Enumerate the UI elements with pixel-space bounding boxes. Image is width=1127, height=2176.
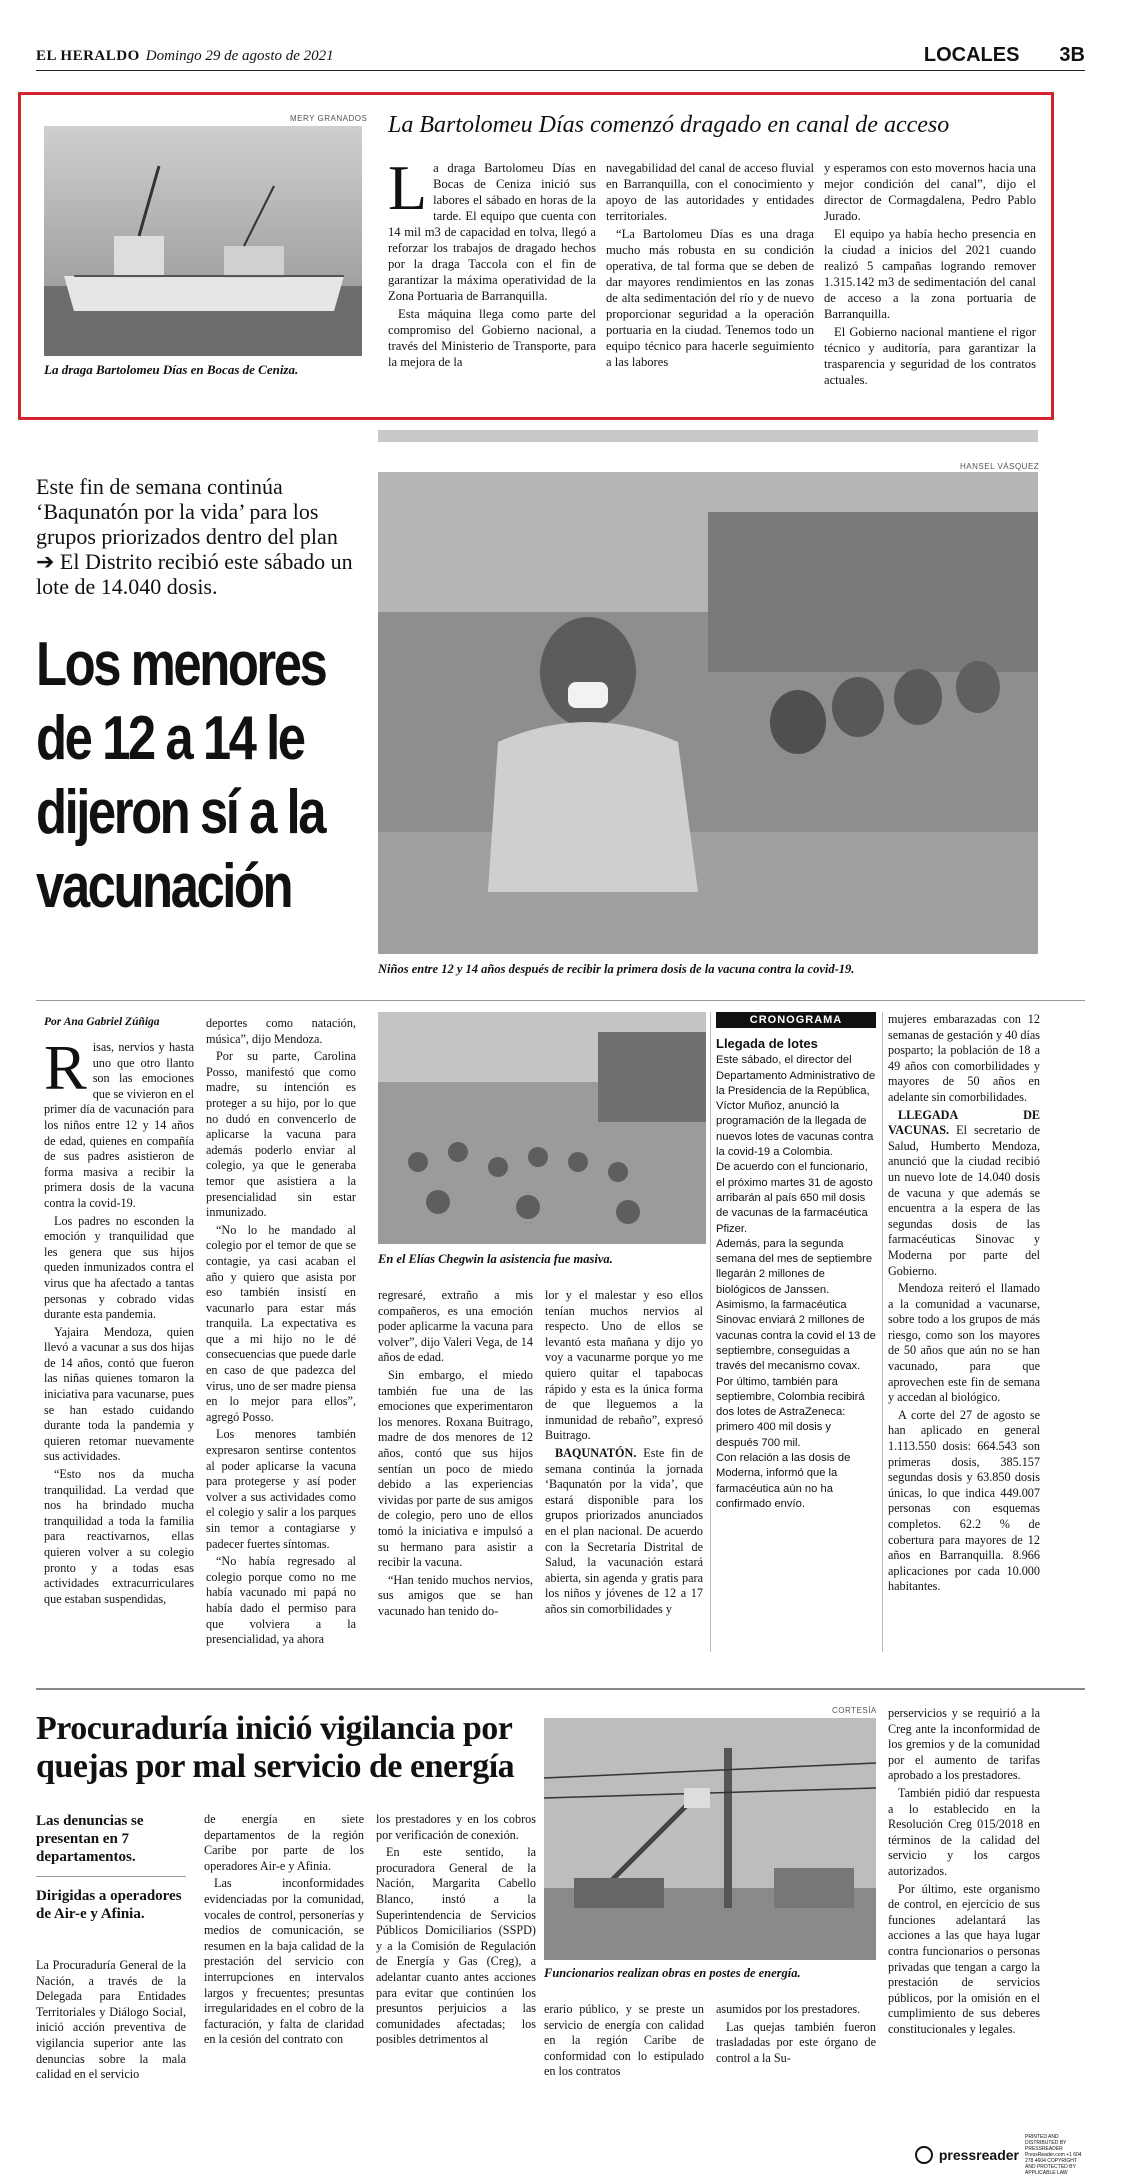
- paragraph: La Procuraduría General de la Nación, a través de la Delegada para Entidades Territoriales y Diálogo Social, inició acción preventiva de vigilancia superior ante las denuncias sobre la mala calidad en el servicio: [36, 1958, 186, 2082]
- paragraph: En este sentido, la procuradora General de la Nación, Margarita Cabello Blanco, instó a la Superintendencia de Servicios Públicos Domiciliarios (SSPD) y a la Comisión de Regulación de Energía y Gas (Creg), a adelantar cuanto antes acciones para evitar que continúen los presuntos perjuicios a las comunidades afectadas; los posibles detrimentos al: [376, 1845, 536, 2047]
- article-title: Los menores de 12 a 14 le dijeron sí a la vacunación: [36, 630, 326, 921]
- crowd-photo: [378, 1012, 706, 1244]
- article-title: La Bartolomeu Días comenzó dragado en canal de acceso: [388, 112, 950, 138]
- article-column-4: [544, 2002, 704, 2082]
- paragraph: isas, nervios y hasta uno que otro llanto son las emociones que se vivieron en el primer día de vacunación para los niños entre 12 y 14 años de edad, quienes en compañía de sus padres asistieron de forma masiva a recibir la primera dosis de la vacuna contra la covid-19.: [44, 1040, 194, 1210]
- photo-caption: Funcionarios realizan obras en postes de energía.: [544, 1966, 801, 1980]
- article-column-1: [388, 152, 596, 372]
- paragraph: El equipo ya había hecho presencia en la ciudad a inicios del 2021 cuando realizó 5 campañas logrando remover 1.315.142 m3 de sedimentación del canal de acceso a la zona portuaria de Barranquilla.: [824, 227, 1036, 321]
- article-column-1: [36, 1958, 186, 2085]
- article-column-4: [545, 1288, 703, 1619]
- section-name: LOCALES: [923, 44, 1020, 66]
- pressreader-icon: [915, 2146, 933, 2164]
- vaccination-illustration: [378, 472, 1038, 954]
- sidebar-label: CRONOGRAMA: [716, 1012, 876, 1028]
- paragraph: Los padres no esconden la emoción y tranquilidad que les genera que sus hijos queden inmunizados contra el virus que ha afectado a tantas personas y cobrado vidas durante esta pandemia.: [44, 1213, 194, 1322]
- vaccination-photo: [378, 472, 1038, 954]
- paragraph: asumidos por los prestadores.: [716, 2002, 861, 2016]
- photo-credit: MERY GRANADOS: [290, 114, 368, 123]
- header-rule: [36, 70, 1085, 71]
- paragraph: “No había regresado al colegio porque como no me había vacunado mi papá no había dado el permiso para que volviera a la presencialidad, ya ahora: [206, 1554, 356, 1647]
- column-rule: [710, 1012, 711, 1652]
- dredger-photo: [44, 126, 362, 356]
- photo-credit: HANSEL VÁSQUEZ: [960, 462, 1040, 471]
- section-divider: [378, 430, 1038, 442]
- pressreader-logo: [915, 2134, 1085, 2176]
- brand-name: pressreader: [938, 2147, 1019, 2163]
- article-column-3: [378, 1288, 533, 1621]
- paragraph: De acuerdo con el funcionario, el próximo martes 31 de agosto arribarán al país 650 mil dosis de vacunas de la farmacéutica Pfizer.: [716, 1161, 873, 1235]
- article-column-3: [824, 160, 1036, 390]
- summary-point: Las denuncias se presentan en 7 departamentos.: [36, 1813, 144, 1865]
- photo-caption: En el Elías Chegwin la asistencia fue masiva.: [378, 1252, 613, 1266]
- paragraph: erario público, y se preste un servicio de energía con calidad en la región Caribe de conformidad con lo estipulado en los contratos: [544, 2002, 704, 2079]
- paragraph: Con relación a las dosis de Moderna, informó que la farmacéutica aún no ha confirmado envío.: [716, 1452, 851, 1510]
- drop-cap: R: [44, 1032, 87, 1103]
- summary-box: [36, 1812, 186, 1923]
- paragraph: los prestadores y en los cobros por verificación de conexión.: [376, 1812, 536, 1842]
- paper-name: EL HERALDO: [36, 48, 140, 64]
- masthead: [36, 48, 334, 65]
- section-header: [884, 44, 1085, 67]
- paragraph: “No lo he mandado al colegio por el temor de que se contagie, ya casi acaban el año y quiero que asista por eso también insistí en vacunarlo para estar más tranquila. La expectativa es que a mi hijo no le dé consecuencias que puede darle en caso de que padezca del virus, uno de ser madre piensa en lo mejor para ellos”, agregó Posso.: [206, 1222, 356, 1424]
- article-title: Procuraduría inició vigilancia por quejas por mal servicio de energía: [36, 1710, 515, 1785]
- paragraph: El Gobierno nacional mantiene el rigor técnico y auditoría, para garantizar la trasparencia y seguridad de los contratos actuales.: [824, 325, 1036, 387]
- paragraph: Las quejas también fueron trasladadas por este órgano de control a la Su-: [716, 2019, 876, 2065]
- paragraph: regresaré, extraño a mis compañeros, es una emoción poder aplicarme la vacuna para volver”, dijo Valeri Vega, de 14 años de edad.: [378, 1288, 533, 1365]
- column-rule: [882, 1012, 883, 1652]
- article-column-1: [44, 1032, 194, 1609]
- article-column-2: [606, 160, 814, 372]
- paragraph: Las inconformidades evidenciadas por la comunidad, vocales de control, personerías y medios de comunicación, se resumen en la baja calidad de la prestación del servicio con interrupciones en intervalos largos y frecuentes; presuntas irregularidades en el cobro de la facturación, y falta de claridad en la cesión del contrato con: [204, 1876, 364, 2047]
- issue-date: Domingo 29 de agosto de 2021: [145, 48, 334, 64]
- paragraph: a draga Bartolomeu Días en Bocas de Ceniza inició sus labores el sábado en horas de la tarde. El equipo que cuenta con 14 mil m3 de capacidad en tolva, llegó a reforzar los trabajos de dragado hechos por la draga Taccola con el fin de garantizar la máxima operatividad de la Zona Portuaria de Barranquilla.: [388, 161, 596, 303]
- paragraph: “La Bartolomeu Días es una draga mucho más robusta en su condición operativa, de tal forma que se deben de dar mayores rendimientos en las zonas de alta sedimentación del río y de nuevo proporcionar seguridad a la operación portuaria en la ciudad. Tenemos todo un equipo técnico para hacerle seguimiento a las labores: [606, 227, 814, 369]
- article-column-2: [206, 1016, 356, 1650]
- power-line-photo: [544, 1718, 876, 1960]
- paragraph: Asimismo, la farmacéutica Sinovac enviará 2 millones de vacunas contra la covid el 13 de septiembre, conseguidas a través del mecanismo covax. Por último, también para septiembre, Colombia recibirá dos lotes de AstraZeneca: primero 400 mil dosis y después 700 mil.: [716, 1299, 876, 1449]
- copyright-note: PRINTED AND DISTRIBUTED BY PRESSREADER PressReader.com +1 604 278 4604 COPYRIGHT AND PROTECTED BY APPLICABLE LAW: [1025, 2134, 1082, 2176]
- paragraph: “Esto nos da mucha tranquilidad. La verdad que nos ha brindado mucha tranquilidad a toda la familia para reactivarnos, ellas quieren volver a su colegio pronto y a todas esas actividades extracurriculares que estaban suspendidas,: [44, 1467, 194, 1606]
- article-kicker: Este fin de semana continúa ‘Baqunatón por la vida’ para los grupos priorizados dentro del plan ➔ El Distrito recibió este sábado un lote de 14.040 dosis.: [36, 474, 353, 599]
- paragraph: También pidió dar respuesta a lo establecido en la Resolución Creg 015/2018 en términos de la calidad del servicio y los cargos autorizados.: [888, 1785, 1040, 1878]
- paragraph: Mendoza reiteró el llamado a la comunidad a vacunarse, sobre todo a los grupos de más riesgo, como son los mayores de 50 años que aún no se han vacunado, para que aprovechen este fin de semana y accedan al biológico.: [888, 1281, 1040, 1405]
- article-column-6: [888, 1012, 1040, 1597]
- article-column-3: [376, 1812, 536, 2050]
- subhead-lead: BAQUNATÓN.: [555, 1445, 637, 1460]
- paragraph: Por su parte, Carolina Posso, manifestó que como madre, su intención es proteger a su hijo, por lo que no dudó en convencerlo de aplicarse la vacuna para además poderlo enviar al colegio, ya que le generaba temor que asistiera a la presencialidad sin estar inmunizado.: [206, 1049, 356, 1220]
- sidebar-body: [716, 1036, 876, 1512]
- subhead-lead: LLEGADA DE VACUNAS.: [888, 1107, 1040, 1138]
- paragraph: perservicios y se requirió a la Creg ante la inconformidad de los gremios y de la comunidad por el aumento de tarifas aprobado a los prestadores.: [888, 1706, 1040, 1783]
- photo-caption: Niños entre 12 y 14 años después de recibir la primera dosis de la vacuna contra la covid-19.: [378, 962, 855, 976]
- power-line-illustration: [544, 1718, 876, 1960]
- paragraph: mujeres embarazadas con 12 semanas de gestación y 40 días posparto; la población de 18 a 49 años con comorbilidades y mayores de 50 años en adelante sin comorbilidades.: [888, 1012, 1040, 1104]
- divider: [36, 1876, 186, 1877]
- sidebar-title: Llegada de lotes: [716, 1036, 818, 1051]
- paragraph: Los menores también expresaron sentirse contentos al poder aplicarse la vacuna para protegerse y así poder volver a sus actividades como el colegio y salir a los parques sin temor a contagiarse y padecer fuertes síntomas.: [206, 1427, 356, 1551]
- summary-point: Dirigidas a operadores de Air-e y Afinia.: [36, 1888, 182, 1922]
- paragraph: A corte del 27 de agosto se han aplicado en general 1.113.550 dosis: 664.543 son primeras dosis, 385.157 segundas dosis y 63.850 dosis únicas, lo que indica 449.007 personas con esquemas completos. 62.2 % de cobertura para mayores de 12 años en Barranquilla. 8.966 aplicaciones por cada 10.000 habitantes.: [888, 1407, 1040, 1594]
- page-number: 3B: [1059, 44, 1085, 66]
- paragraph: Además, para la segunda semana del mes de septiembre llegarán 2 millones de biológicos de Janssen.: [716, 1237, 873, 1296]
- paragraph: Esta máquina llega como parte del compromiso del Gobierno nacional, a través del Ministerio de Transporte, para la mejora de la: [388, 307, 596, 369]
- paragraph: deportes como natación, música”, dijo Mendoza.: [206, 1016, 356, 1046]
- sidebar-box: [716, 1012, 876, 1512]
- paragraph: y esperamos con esto movernos hacia una mejor condición del canal”, dijo el director de Cormagdalena, Pedro Pablo Jurado.: [824, 161, 1036, 223]
- article-column-2: [204, 1812, 364, 2050]
- paragraph: Yajaira Mendoza, quien llevó a vacunar a sus dos hijas de 14 años, contó que fueron las niñas quienes tomaron la iniciativa para vacunarse, pues se han estado cuidando durante toda la pandemia y quieren retomar nuevamente sus actividades.: [44, 1324, 194, 1464]
- byline: Por Ana Gabriel Zúñiga: [44, 1016, 160, 1028]
- paragraph: navegabilidad del canal de acceso fluvial en Barranquilla, con el conocimiento y apoyo de las autoridades y entidades territoriales.: [606, 161, 814, 223]
- paragraph: “Han tenido muchos nervios, sus amigos que se han vacunado han tenido do-: [378, 1572, 533, 1618]
- photo-caption: La draga Bartolomeu Días en Bocas de Ceniza.: [44, 362, 299, 377]
- section-rule: [36, 1688, 1085, 1690]
- paragraph: Por último, este organismo de control, en ejercicio de sus funciones adelantará las acciones a las que haya lugar contra funcionarios o personas privadas que tengan a cargo la prestación de servicios públicos, por la omisión en el cumplimiento de sus deberes constitucionales y legales.: [888, 1881, 1040, 2036]
- paragraph: Sin embargo, el miedo también fue una de las emociones que experimentaron los menores. Roxana Buitrago, madre de dos menores de 12 años, contó que sus hijos sentían un poco de miedo debido a las experiencias vividas por parte de sus amigos de colegio, pero uno de ellos tomó la iniciativa e impulsó a su hermano para asistir a recibir la vacuna.: [378, 1367, 533, 1570]
- paragraph: El secretario de Salud, Humberto Mendoza, anunció que la ciudad recibió un nuevo lote de 14.040 dosis de vacuna y que además se encuentra a la espera de las segundas dosis de las farmacéuticas Sinovac y Moderna por parte del Gobierno.: [888, 1123, 1040, 1278]
- paragraph: Este sábado, el director del Departamento Administrativo de la Presidencia de la República, Víctor Muñoz, anunció la programación de la llegada de nuevos lotes de vacunas contra la covid-19 a Colombia.: [716, 1054, 876, 1159]
- paragraph: lor y el malestar y eso ellos tenían muchos nervios al respecto. Uno de ellos se levantó esta mañana y dijo yo voy a vacunarme porque yo me quiero quitar el tapabocas rápido y esta es la única forma de que lleguemos a la inmunidad de rebaño”, expresó Buitrago.: [545, 1288, 703, 1443]
- crowd-illustration: [378, 1012, 706, 1244]
- dredger-illustration: [44, 126, 362, 356]
- photo-credit: CORTESÍA: [832, 1706, 877, 1715]
- paragraph: Este fin de semana continúa la jornada ‘Baqunatón por la vida’, que estará disponible para los grupos priorizados anunciados en el plan nacional. De acuerdo con la Secretaría Distrital de Salud, la vacunación estará abierta, sin agenda y gratis para los niños y jóvenes de 12 a 17 años sin comorbilidades y: [545, 1445, 704, 1616]
- article-column-6: [888, 1706, 1040, 2039]
- column-rule: [36, 1000, 1085, 1001]
- drop-cap: L: [388, 152, 428, 223]
- article-column-5: [716, 2002, 876, 2068]
- paragraph: de energía en siete departamentos de la región Caribe por parte de los operadores Air-e y Afinia.: [204, 1812, 364, 1873]
